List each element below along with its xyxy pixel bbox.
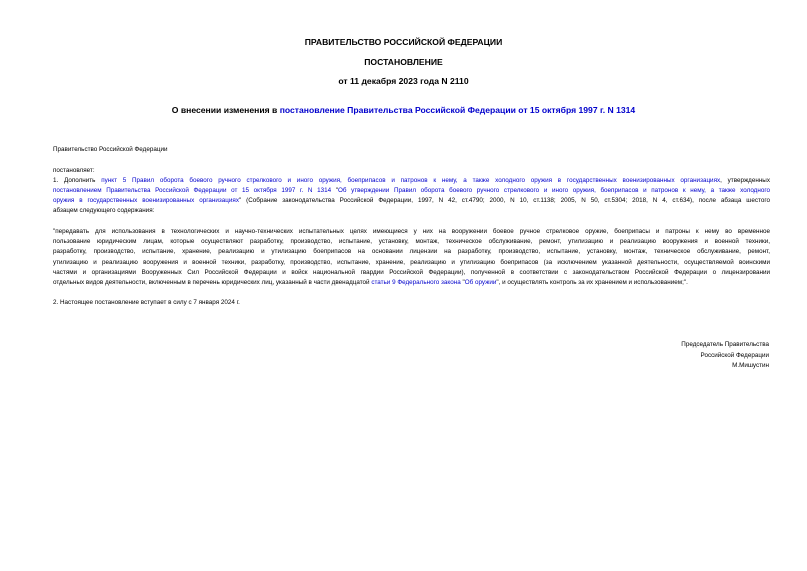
signature-title-2: Российской Федерации [700, 352, 769, 359]
resolution-title-link-cont[interactable]: оружия в государственных военизированных организациях [53, 197, 239, 204]
document-date-number: от 11 декабря 2023 года N 2110 [338, 76, 469, 86]
rules-link[interactable]: пункт 5 Правил оборота боевого ручного стрелкового и иного оружия, боеприпасов и патронов к нему, а также холодного оружия в государственных военизированных организациях [101, 177, 721, 184]
decides-line: постановляет: [53, 167, 95, 174]
document-subject [0, 105, 807, 115]
quote-line-6: отдельных видов деятельности, включенным в перечень юридических лиц, указанный в части двенадцатой статьи 9 Федерального закона "Об оружии", и осуществлять контроль за их хранением и использованием;". [53, 279, 688, 286]
resolution-title-link[interactable]: Об утверждении Правил оборота боевого ручного стрелкового и иного оружия, боеприпасов и патронов к нему, а также холодного [337, 187, 770, 194]
document-type: ПОСТАНОВЛЕНИЕ [364, 57, 443, 67]
quote-line-4: утилизацию и реализацию вооружения и военной техники, разработку, производство, испытание, хранение, реализацию и утилизацию боеприпасов (за исключением указанной деятельности, осуществляемой воинскими [53, 259, 770, 266]
subject-link[interactable]: постановление Правительства Российской Федерации от 15 октября 1997 г. N 1314 [279, 105, 636, 115]
law-article-link[interactable]: статьи 9 Федерального закона [371, 279, 461, 286]
quote-line-3: разработку, производство, испытание, хранение, реализацию и утилизацию боеприпасов на основании лицензии на разработку, производство, испытание, установку, монтаж, техническое обслуживание, ремонт, [53, 248, 770, 255]
quote-line-2: пользование юридическим лицам, которые осуществляют разработку, производство, испытание, установку, монтаж, техническое обслуживание, ремонт, утилизацию и реализацию вооружения и военной техники, [53, 238, 770, 245]
resolution-link[interactable]: постановлением Правительства Российской Федерации от 15 октября 1997 г. N 1314 [53, 187, 332, 194]
p1-line-4: абзацем следующего содержания: [53, 207, 155, 214]
issuer-line: Правительство Российской Федерации [53, 146, 168, 153]
signature-name: М.Мишустин [732, 362, 769, 369]
issuer-header: ПРАВИТЕЛЬСТВО РОССИЙСКОЙ ФЕДЕРАЦИИ [304, 37, 503, 47]
quote-line-5: частями и организациями Вооруженных Сил Российской Федерации и войск национальной гвардии Российской Федерации), полученной в соответствии с законодательством Российской Федерации о лицензировании [53, 269, 770, 276]
signature-title-1: Председатель Правительства [681, 341, 769, 348]
p2-line: 2. Настоящее постановление вступает в силу с 7 января 2024 г. [53, 299, 240, 306]
subject-prefix: О внесении изменения в [171, 105, 280, 115]
weapons-law-link[interactable]: Об оружии [464, 279, 497, 286]
p1-line-3: оружия в государственных военизированных организациях" (Собрание законодательства Российской Федерации, 1997, N 42, ст.4790; 2000, N 10, ст.1138; 2005, N 50, ст.5304; 2018, N 4, ст.634), после абзаца шестого [53, 197, 770, 204]
quote-line-1: "передавать для использования в технологических и научно-технических испытательных целях имеющиеся у них на вооружении боевое ручное стрелковое оружие, боеприпасы и патроны к нему во временное [53, 228, 770, 235]
p1-line-2: постановлением Правительства Российской Федерации от 15 октября 1997 г. N 1314 "Об утверждении Правил оборота боевого ручного стрелкового и иного оружия, боеприпасов и патронов к нему, а также холодного [53, 187, 770, 194]
p1-line-1: 1. Дополнить пункт 5 Правил оборота боевого ручного стрелкового и иного оружия, боеприпасов и патронов к нему, а также холодного оружия в государственных военизированных организациях, утвержденных [53, 177, 770, 184]
